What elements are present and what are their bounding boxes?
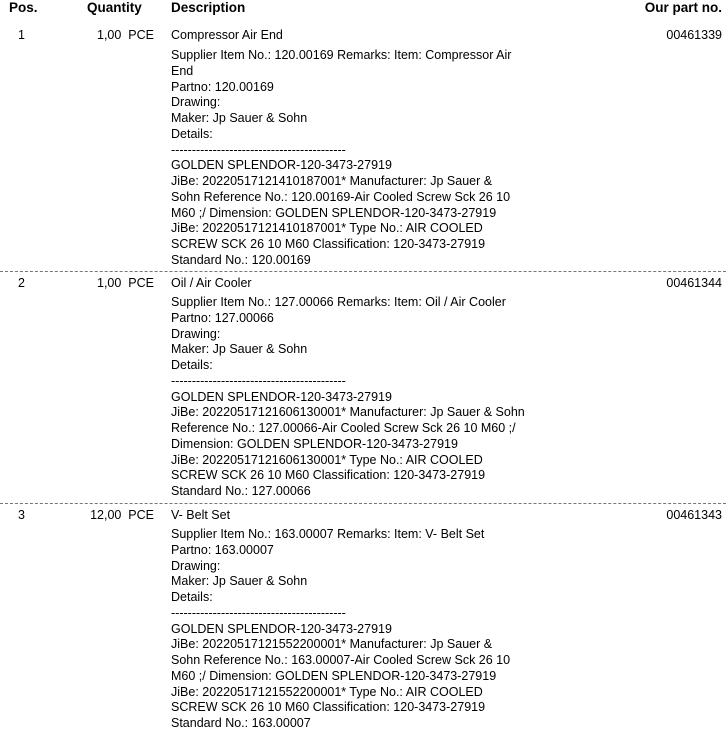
header-pos: Pos. xyxy=(9,0,38,15)
item-title: Oil / Air Cooler xyxy=(171,276,252,290)
row-divider xyxy=(0,503,726,504)
item-position: 3 xyxy=(18,508,25,522)
item-part-no: 00461339 xyxy=(666,28,722,42)
item-part-no: 00461344 xyxy=(666,276,722,290)
item-quantity-value: 12,00 xyxy=(90,508,122,522)
header-quantity: Quantity xyxy=(87,0,142,15)
row-divider xyxy=(0,271,726,272)
item-quantity-value: 1,00 xyxy=(97,28,122,42)
item-position: 1 xyxy=(18,28,25,42)
item-details: Supplier Item No.: 127.00066 Remarks: Item: Oil / Air Cooler Partno: 127.00066 Drawing: Maker: Jp Sauer & Sohn Details: ------------------------------------------ GOLDEN SPLENDOR-120-3473-27919 JiBe: 20220517121606130001* Manufacturer: Jp Sauer & Sohn Reference No.: 127.00066-Air Cooled Screw Sck 26 10 M60 ;/ Dimension: GOLDEN SPLENDOR-120-3473-27919 JiBe: 20220517121606130001* Type No.: AIR COOLED SCREW SCK 26 10 M60 Classification: 120-3473-27919 Standard No.: 127.00066 xyxy=(171,295,525,498)
item-details: Supplier Item No.: 163.00007 Remarks: Item: V- Belt Set Partno: 163.00007 Drawing: Maker: Jp Sauer & Sohn Details: ------------------------------------------ GOLDEN SPLENDOR-120-3473-27919 JiBe: 20220517121552200001* Manufacturer: Jp Sauer & Sohn Reference No.: 163.00007-Air Cooled Screw Sck 26 10 M60 ;/ Dimension: GOLDEN SPLENDOR-120-3473-27919 JiBe: 20220517121552200001* Type No.: AIR COOLED SCREW SCK 26 10 M60 Classification: 120-3473-27919 Standard No.: 163.00007 xyxy=(171,527,511,730)
item-title: V- Belt Set xyxy=(171,508,231,522)
item-unit: PCE xyxy=(128,28,154,42)
item-quantity xyxy=(90,508,154,523)
item-unit: PCE xyxy=(128,508,154,522)
item-title: Compressor Air End xyxy=(171,28,283,42)
item-quantity xyxy=(97,276,154,291)
item-quantity-value: 1,00 xyxy=(97,276,122,290)
header-description: Description xyxy=(171,0,246,15)
item-part-no: 00461343 xyxy=(666,508,722,522)
header-our-part-no: Our part no. xyxy=(644,0,722,15)
item-details: Supplier Item No.: 120.00169 Remarks: Item: Compressor Air End Partno: 120.00169 Drawing: Maker: Jp Sauer & Sohn Details: ------------------------------------------ GOLDEN SPLENDOR-120-3473-27919 JiBe: 20220517121410187001* Manufacturer: Jp Sauer & Sohn Reference No.: 120.00169-Air Cooled Screw Sck 26 10 M60 ;/ Dimension: GOLDEN SPLENDOR-120-3473-27919 JiBe: 20220517121410187001* Type No.: AIR COOLED SCREW SCK 26 10 M60 Classification: 120-3473-27919 Standard No.: 120.00169 xyxy=(171,48,512,267)
item-quantity xyxy=(97,28,154,43)
item-unit: PCE xyxy=(128,276,154,290)
item-position: 2 xyxy=(18,276,25,290)
